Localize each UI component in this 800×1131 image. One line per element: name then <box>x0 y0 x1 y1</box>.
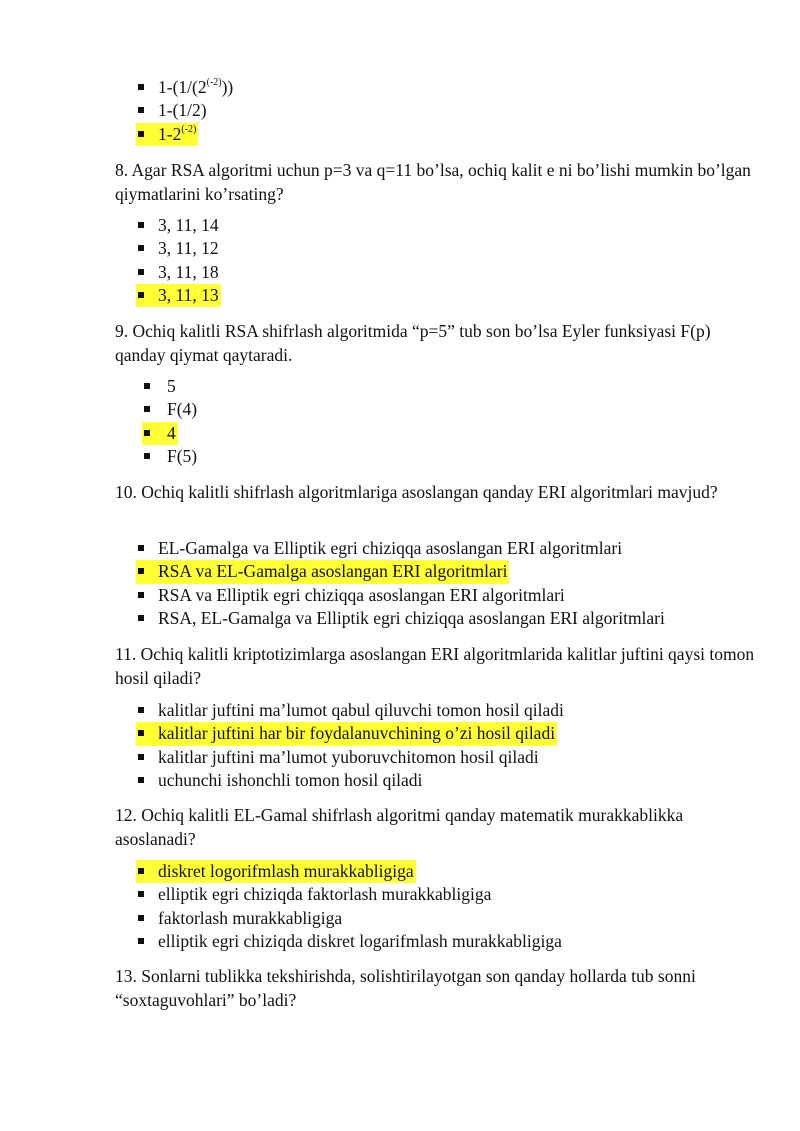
list-item: 3, 11, 14 <box>138 214 221 237</box>
list-item: kalitlar juftini ma’lumot yuboruvchitomon hosil qiladi <box>138 746 566 769</box>
list-item: uchunchi ishonchli tomon hosil qiladi <box>138 769 566 792</box>
bullet-icon <box>138 592 144 598</box>
bullet-icon <box>144 383 150 389</box>
list-item: elliptik egri chiziqda faktorlash murakkabligiga <box>138 883 564 906</box>
list-item: 1-(1/2) <box>138 99 235 122</box>
bullet-icon <box>138 269 144 275</box>
list-item: 5 <box>144 375 199 398</box>
list-item-highlighted: diskret logorifmlash murakkabligiga <box>138 860 564 883</box>
list-item: 3, 11, 12 <box>138 237 221 260</box>
q8-options <box>138 214 221 307</box>
bullet-icon <box>138 754 144 760</box>
list-item-highlighted: RSA va EL-Gamalga asoslangan ERI algoritmlari <box>138 560 667 583</box>
list-item: RSA, EL-Gamalga va Elliptik egri chiziqqa asoslangan ERI algoritmlari <box>138 607 667 630</box>
list-item: elliptik egri chiziqda diskret logarifmlash murakkabligiga <box>138 930 564 953</box>
q11-options <box>138 699 566 792</box>
bullet-icon <box>138 891 144 897</box>
bullet-icon <box>138 107 144 113</box>
bullet-icon <box>138 292 144 298</box>
bullet-icon <box>138 730 144 736</box>
list-item: $1-(1/(2^{(-2)}))$ <box>138 76 235 99</box>
bullet-icon <box>138 915 144 921</box>
list-item: F(4) <box>144 398 199 421</box>
question-13: 13. Sonlarni tublikka tekshirishda, solishtirilayotgan son qanday hollarda tub sonni “soxtaguvohlari” bo’ladi? <box>115 966 696 1010</box>
bullet-icon <box>144 406 150 412</box>
list-item: RSA va Elliptik egri chiziqqa asoslangan ERI algoritmlari <box>138 584 667 607</box>
q10-options <box>138 537 667 630</box>
list-item: kalitlar juftini ma’lumot qabul qiluvchi tomon hosil qiladi <box>138 699 566 722</box>
bullet-icon <box>144 430 150 436</box>
question-9: 9. Ochiq kalitli RSA shifrlash algoritmida “p=5” tub son bo’lsa Eyler funksiyasi F(p) qanday qiymat qaytaradi. <box>115 321 711 365</box>
bullet-icon <box>138 131 144 137</box>
bullet-icon <box>138 245 144 251</box>
list-item: F(5) <box>144 445 199 468</box>
bullet-icon <box>138 707 144 713</box>
question-12: 12. Ochiq kalitli EL-Gamal shifrlash algoritmi qanday matematik murakkablikka asoslanadi? <box>115 805 684 849</box>
q9-options <box>144 375 199 468</box>
list-item-highlighted: 4 <box>144 422 199 445</box>
bullet-icon <box>138 84 144 90</box>
list-item: faktorlash murakkabligiga <box>138 907 564 930</box>
bullet-icon <box>138 868 144 874</box>
list-item-highlighted: kalitlar juftini har bir foydalanuvchining o’zi hosil qiladi <box>138 722 566 745</box>
list-item: 3, 11, 18 <box>138 261 221 284</box>
question-11: 11. Ochiq kalitli kriptotizimlarga asoslangan ERI algoritmlarida kalitlar juftini qaysi tomon hosil qiladi? <box>115 644 755 688</box>
bullet-icon <box>144 453 150 459</box>
question-10: 10. Ochiq kalitli shifrlash algoritmlariga asoslangan qanday ERI algoritmlari mavjud? <box>115 482 718 502</box>
bullet-icon <box>138 938 144 944</box>
q7-options <box>138 76 235 146</box>
bullet-icon <box>138 777 144 783</box>
question-8: 8. Agar RSA algoritmi uchun p=3 va q=11 bo’lsa, ochiq kalit e ni bo’lishi mumkin bo’lgan qiymatlarini ko’rsating? <box>115 160 751 204</box>
bullet-icon <box>138 615 144 621</box>
bullet-icon <box>138 545 144 551</box>
bullet-icon <box>138 222 144 228</box>
list-item: EL-Gamalga va Elliptik egri chiziqqa asoslangan ERI algoritmlari <box>138 537 667 560</box>
list-item-highlighted: $1-2^{(-2)}$ <box>138 123 235 146</box>
q12-options <box>138 860 564 953</box>
bullet-icon <box>138 568 144 574</box>
list-item-highlighted: 3, 11, 13 <box>138 284 221 307</box>
